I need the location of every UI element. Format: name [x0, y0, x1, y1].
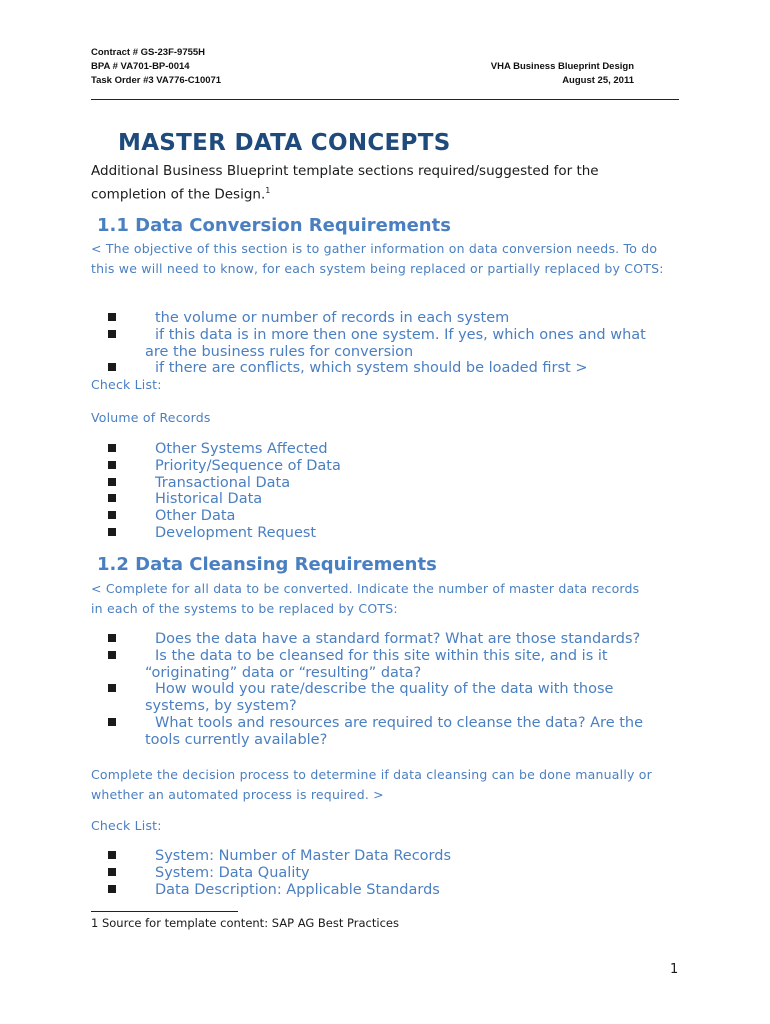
header-divider: [91, 99, 679, 100]
square-bullet-icon: [108, 528, 116, 536]
section-heading-data-conversion: 1.1 Data Conversion Requirements: [97, 215, 451, 236]
square-bullet-icon: [108, 851, 116, 859]
square-bullet-icon: [108, 478, 116, 486]
cleansing-checklist: [91, 848, 661, 898]
square-bullet-icon: [108, 363, 116, 371]
header-contract-info: [91, 46, 221, 88]
square-bullet-icon: [108, 461, 116, 469]
conversion-checklist: [91, 441, 661, 542]
section-1-2-intro: < Complete for all data to be converted. Indicate the number of master data records in each of the systems to be replaced by COTS:: [91, 581, 640, 616]
square-bullet-icon: [108, 444, 116, 452]
square-bullet-icon: [108, 511, 116, 519]
header-date: August 25, 2011: [562, 75, 634, 86]
volume-of-records-label: Volume of Records: [91, 410, 211, 425]
section-1-1-objective: < The objective of this section is to gather information on data conversion needs. To do this we will need to know, for each system being replaced or partially replaced by COTS:: [91, 241, 664, 276]
footnote-reference[interactable]: 1: [265, 186, 271, 195]
list-item: the volume or number of records in each system: [91, 310, 661, 327]
intro-text: Additional Business Blueprint template sections required/suggested for the completion of the Design.: [91, 163, 599, 203]
list-item: System: Number of Master Data Records: [91, 848, 661, 865]
footnote: 1 Source for template content: SAP AG Best Practices: [91, 916, 399, 930]
header-bpa: BPA # VA701-BP-0014: [91, 61, 190, 72]
page-number: 1: [670, 962, 679, 977]
square-bullet-icon: [108, 651, 116, 659]
square-bullet-icon: [108, 494, 116, 502]
square-bullet-icon: [108, 313, 116, 321]
checklist-label: Check List:: [91, 818, 162, 833]
list-item: System: Data Quality: [91, 865, 661, 882]
conversion-bullet-list: [91, 310, 661, 377]
header-doc-title: VHA Business Blueprint Design: [490, 61, 634, 72]
intro-paragraph: [91, 162, 631, 205]
checklist-label: Check List:: [91, 377, 162, 392]
list-item: if this data is in more then one system. If yes, which ones and what are the business rules for conversion: [91, 327, 661, 361]
list-item: Development Request: [91, 525, 661, 542]
decision-process-note: Complete the decision process to determine if data cleansing can be done manually or whether an automated process is required. >: [91, 767, 652, 802]
square-bullet-icon: [108, 634, 116, 642]
list-item: Priority/Sequence of Data: [91, 458, 661, 475]
header-contract: Contract # GS-23F-9755H: [91, 47, 206, 58]
list-item: What tools and resources are required to cleanse the data? Are the tools currently available?: [91, 715, 661, 749]
list-item: Other Data: [91, 508, 661, 525]
square-bullet-icon: [108, 868, 116, 876]
footnote-divider: [91, 911, 238, 912]
header-task-order: Task Order #3 VA776-C10071: [91, 75, 222, 86]
square-bullet-icon: [108, 330, 116, 338]
list-item: Historical Data: [91, 491, 661, 508]
square-bullet-icon: [108, 885, 116, 893]
page-title: MASTER DATA CONCEPTS: [118, 130, 451, 156]
header-document-info: [491, 60, 634, 88]
square-bullet-icon: [108, 718, 116, 726]
list-item: Other Systems Affected: [91, 441, 661, 458]
square-bullet-icon: [108, 684, 116, 692]
list-item: How would you rate/describe the quality of the data with those systems, by system?: [91, 681, 661, 715]
list-item: Transactional Data: [91, 475, 661, 492]
list-item: if there are conflicts, which system should be loaded first >: [91, 360, 661, 377]
list-item: Is the data to be cleansed for this site within this site, and is it “originating” data or “resulting” data?: [91, 648, 661, 682]
list-item: Data Description: Applicable Standards: [91, 882, 661, 899]
section-heading-data-cleansing: 1.2 Data Cleansing Requirements: [97, 554, 437, 575]
cleansing-bullet-list: [91, 631, 661, 749]
list-item: Does the data have a standard format? What are those standards?: [91, 631, 661, 648]
